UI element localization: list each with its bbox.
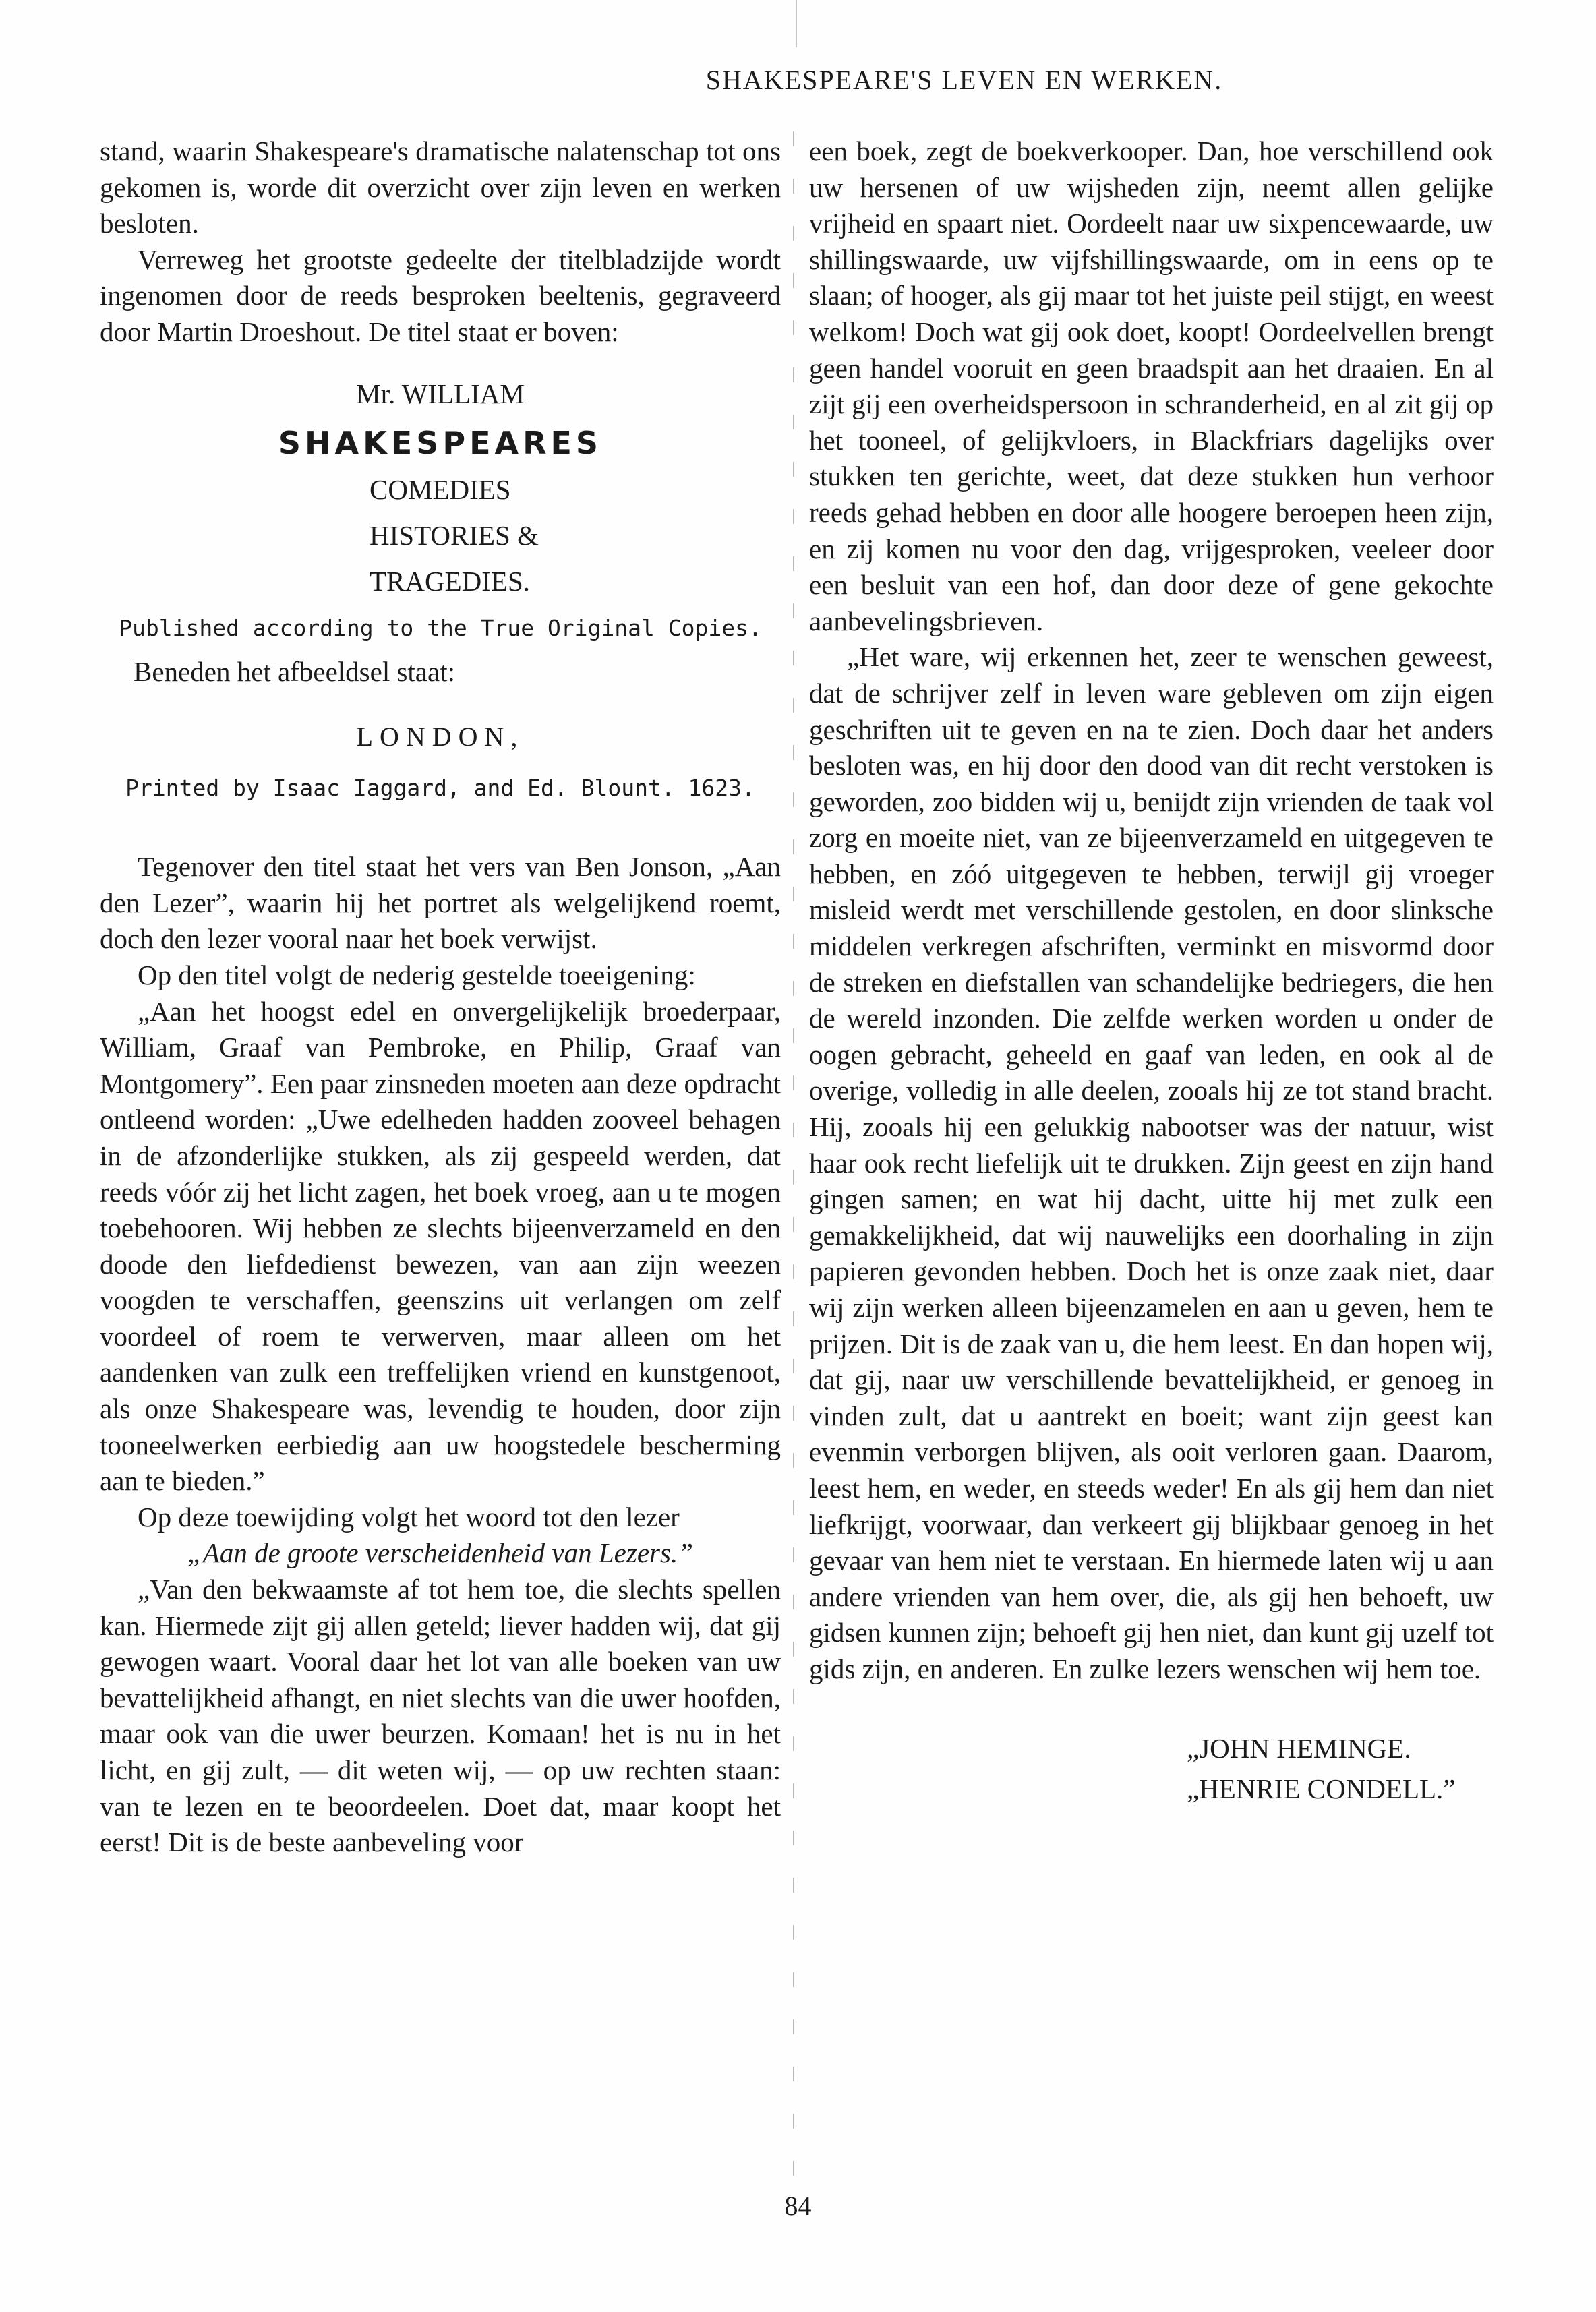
- signature-heminge: „JOHN HEMINGE.: [1187, 1732, 1411, 1764]
- paragraph: stand, waarin Shakespeare's dramatische nalatenschap tot ons gekomen is, worde dit overzicht over zijn leven en werken besloten.: [100, 136, 781, 239]
- imprint-city: LONDON,: [356, 721, 525, 752]
- paragraph: „Van den bekwaamste af tot hem toe, die slechts spellen kan. Hiermede zijt gij allen geteld; liever hadden wij, dat gij gewogen waart. Vooral daar het lot van alle boeken van uw bevattelijkheid afhangt, en niet slechts van die uwer hoofden, maar ook van die uwer beurzen. Komaan! het is nu in het licht, en gij zult, — dit weten wij, — op uw rechten staan: van te lezen en te beoordeelen. Doet dat, maar koopt het eerst! Dit is de beste aanbeveling voor: [100, 1574, 781, 1858]
- title-page-reproduction: [100, 374, 781, 649]
- section-subheading: „Aan de groote verscheidenheid van Lezers.”: [187, 1537, 693, 1569]
- paragraph: Op den titel volgt de nederig gestelde toeeigening:: [138, 959, 696, 990]
- signature-condell: „HENRIE CONDELL.”: [1187, 1773, 1456, 1804]
- paragraph: „Het ware, wij erkennen het, zeer te wenschen geweest, dat de schrijver zelf in leven ware gebleven om zijn eigen geschriften uit te geven en na te zien. Doch daar het anders besloten was, en hij door den dood van dit recht verstoken is geworden, zoo bidden wij u, benijdt zijn vrienden de taak vol zorg en moeite niet, van ze bijeenverzameld en uitgegeven te hebben, en zóó uitgegeven te hebben, terwijl gij vroeger misleid werdt met verschillende gestolen, en door slinksche middelen verkregen afschriften, verminkt en misvormd door de streken en diefstallen van schandelijke bedriegers, die hen de wereld inzonden. Die zelfde werken worden u onder de oogen gebracht, geheeld en gaaf van leden, en ook al de overige, volledig in alle deelen, zooals hij ze tot stand bracht. Hij, zooals hij een gelukkig nabootser was der natuur, wist haar ook recht liefelijk uit te drukken. Zijn geest en zijn hand gingen samen; en wat hij dacht, uitte hij met zulk een gemakkelijkheid, dat wij nauwelijks een doorhaling in zijn papieren gevonden hebben. Doch het is onze zaak niet, daar wij zijn werken alleen bijeenzamelen en aan u geven, hem te prijzen. Dit is de zaak van u, die hem leest. En dan hopen wij, dat gij, naar uw verschillende bevattelijkheid, er genoeg in vinden zult, dat u aantrekt en boeit; want zijn geest kan evenmin verborgen blijven, als ooit verloren gaan. Daarom, leest hem, en weder, en steeds weder! En als gij hem dan niet liefkrijgt, voorwaar, dan verkeert gij blijkbaar genoeg in het gevaar van hem niet te verstaan. En hiermede laten wij u aan andere vrienden van hem over, die, als gij hen behoeft, uw gidsen kunnen zijn; behoeft gij hen niet, dan kunt gij uzelf tot gids zijn, en anderen. En zulke lezers wenschen wij hem toe.: [809, 641, 1494, 1684]
- running-head: SHAKESPEARE'S LEVEN EN WERKEN.: [705, 65, 1223, 95]
- right-column: [809, 134, 1494, 1809]
- page-number: 84: [784, 2191, 812, 2221]
- left-column: [100, 134, 781, 1861]
- scan-edge-mark: [796, 0, 797, 47]
- paragraph: Beneden het afbeeldsel staat:: [134, 655, 455, 687]
- paragraph: „Aan het hoogst edel en onvergelijkelijk broederpaar, William, Graaf van Pembroke, en Philip, Graaf van Montgomery”. Een paar zinsneden moeten aan deze opdracht ontleend worden: „Uwe edelheden hadden zooveel behagen in de afzonderlijke stukken, als zij gespeeld werden, dat reeds vóór zij het licht zagen, het boek vroeg, aan u te mogen toebehooren. Wij hebben ze slechts bijeenverzameld en den doode den liefdedienst bewezen, van aan zijn weezen voogden te verschaffen, geenszins uit verlangen om zelf voordeel of roem te verwerven, maar alleen om het aandenken van zulk een treffelijken vriend en kunstgenoot, als onze Shakespeare was, levendig te houden, door zijn tooneelwerken eerbiedig aan uw hoogstedele bescherming aan te bieden.”: [100, 995, 781, 1497]
- column-divider: [793, 131, 794, 2181]
- imprint-printer: Printed by Isaac Iaggard, and Ed. Blount. 1623.: [125, 775, 755, 802]
- paragraph: Tegenover den titel staat het vers van Ben Jonson, „Aan den Lezer”, waarin hij het portret als welgelijkend roemt, doch den lezer vooral naar het boek verwijst.: [100, 851, 781, 955]
- title-author-prefix: Mr. WILLIAM: [356, 378, 525, 409]
- paragraph: Op deze toewijding volgt het woord tot den lezer: [138, 1501, 680, 1533]
- title-published-note: Published according to the True Original Copies.: [119, 614, 762, 641]
- title-genre-comedies: COMEDIES: [370, 473, 511, 505]
- title-author-name: SHAKESPEARES: [278, 424, 603, 461]
- title-genre-histories: HISTORIES &: [370, 519, 539, 551]
- title-genre-tragedies: TRAGEDIES.: [370, 565, 531, 597]
- paragraph: Verreweg het grootste gedeelte der titelbladzijde wordt ingenomen door de reeds besproken beeltenis, gegraveerd door Martin Droeshout. De titel staat er boven:: [100, 243, 781, 347]
- paragraph: een boek, zegt de boekverkooper. Dan, hoe verschillend ook uw hersenen of uw wijsheden zijn, neemt allen gelijke vrijheid en spaart niet. Oordeelt naar uw sixpencewaarde, uw shillingswaarde, uw vijfshillingswaarde, om in eens op te slaan; of hooger, als gij maar tot het juiste peil stijgt, en weest welkom! Doch wat gij ook doet, koopt! Oordeelvellen brengt geen handel vooruit en geen braadspit aan het draaien. En al zijt gij een overheidspersoon in schranderheid, en al zit gij op het tooneel, of gelijkvloers, in Blackfriars dagelijks over stukken ten gerichte, weet, dat deze stukken hun verhoor reeds gehad hebben en door alle hoogere beroepen heen zijn, en zij komen nu voor den dag, vrijgesproken, veeleer door een besluit van een hof, dan door deze of gene gekochte aanbevelingsbrieven.: [809, 136, 1494, 636]
- signature-block: [1187, 1728, 1494, 1809]
